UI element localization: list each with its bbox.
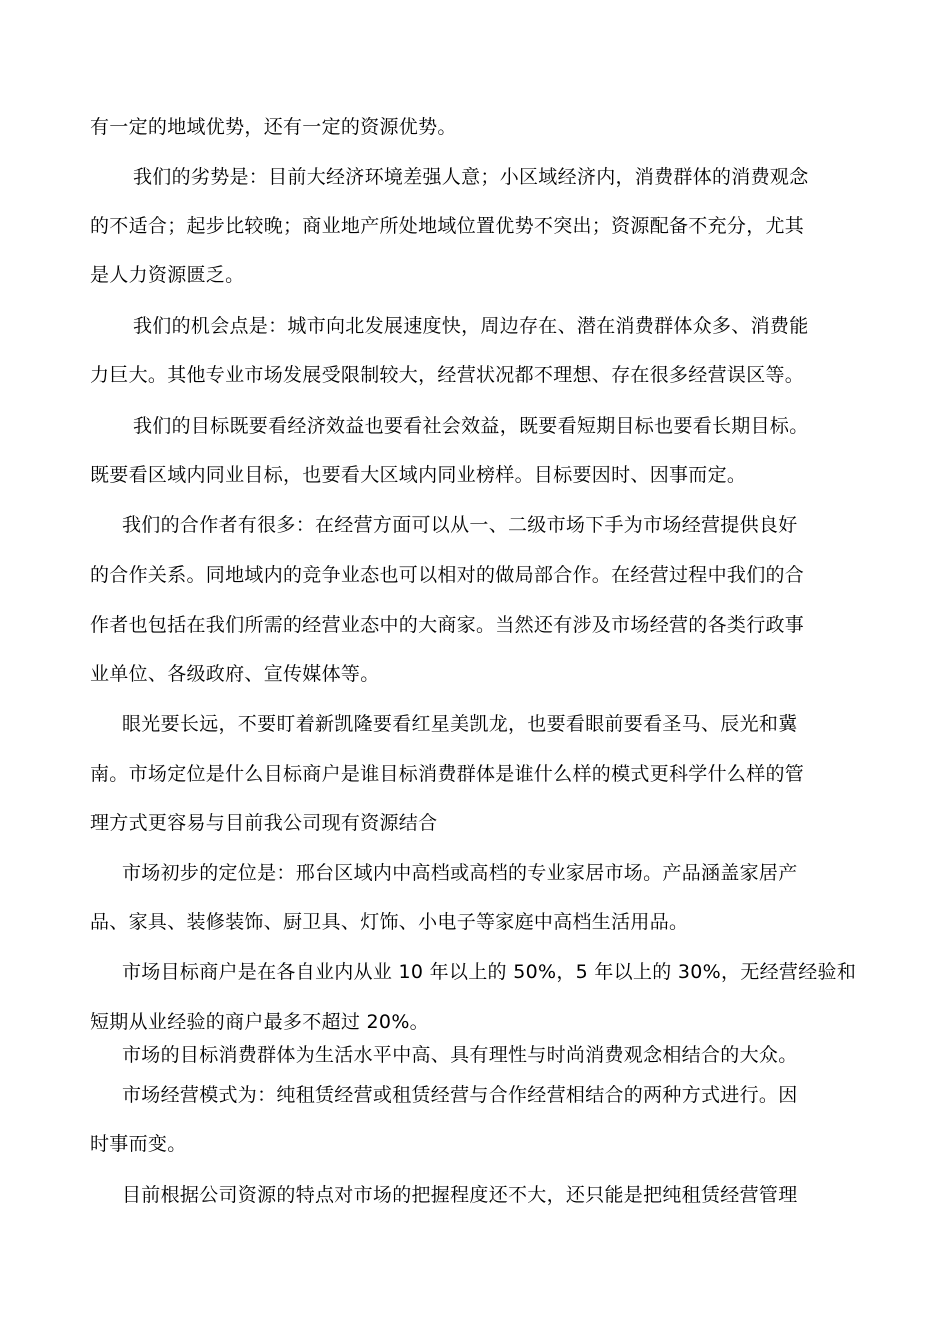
- text-line: 的不适合；起步比较晚；商业地产所处地域位置优势不突出；资源配备不充分，尤其: [90, 215, 805, 237]
- text-line: 我们的合作者有很多：在经营方面可以从一、二级市场下手为市场经营提供良好: [122, 514, 798, 536]
- text-line: 市场目标商户是在各自业内从业 10 年以上的 50%，5 年以上的 30%，无经营经验和: [122, 961, 857, 983]
- text-line: 作者也包括在我们所需的经营业态中的大商家。当然还有涉及市场经营的各类行政事: [90, 614, 805, 636]
- text-line: 短期从业经验的商户最多不超过 20%。: [90, 1011, 429, 1033]
- text-line: 市场初步的定位是：邢台区域内中高档或高档的专业家居市场。产品涵盖家居产: [122, 862, 798, 884]
- text-line: 的合作关系。同地域内的竞争业态也可以相对的做局部合作。在经营过程中我们的合: [90, 564, 805, 586]
- text-line: 既要看区域内同业目标，也要看大区域内同业榜样。目标要因时、因事而定。: [90, 464, 747, 486]
- text-line: 我们的目标既要看经济效益也要看社会效益，既要看短期目标也要看长期目标。: [133, 415, 809, 437]
- text-line: 力巨大。其他专业市场发展受限制较大，经营状况都不理想、存在很多经营误区等。: [90, 364, 805, 386]
- text-line: 我们的机会点是：城市向北发展速度快，周边存在、潜在消费群体众多、消费能: [133, 315, 809, 337]
- text-line: 南。市场定位是什么目标商户是谁目标消费群体是谁什么样的模式更科学什么样的管: [90, 763, 805, 785]
- text-line: 时事而变。: [90, 1133, 187, 1155]
- text-line: 眼光要长远，不要盯着新凯隆要看红星美凯龙，也要看眼前要看圣马、辰光和冀: [122, 713, 798, 735]
- text-line: 是人力资源匮乏。: [90, 264, 245, 286]
- text-line: 我们的劣势是：目前大经济环境差强人意；小区域经济内，消费群体的消费观念: [133, 166, 809, 188]
- text-line: 业单位、各级政府、宣传媒体等。: [90, 663, 380, 685]
- text-line: 品、家具、装修装饰、厨卫具、灯饰、小电子等家庭中高档生活用品。: [90, 911, 689, 933]
- text-line: 目前根据公司资源的特点对市场的把握程度还不大，还只能是把纯租赁经营管理: [122, 1184, 798, 1206]
- text-line: 有一定的地域优势，还有一定的资源优势。: [90, 116, 457, 138]
- text-line: 市场的目标消费群体为生活水平中高、具有理性与时尚消费观念相结合的大众。: [122, 1044, 798, 1066]
- text-line: 市场经营模式为：纯租赁经营或租赁经营与合作经营相结合的两种方式进行。因: [122, 1084, 798, 1106]
- text-line: 理方式更容易与目前我公司现有资源结合: [90, 812, 438, 834]
